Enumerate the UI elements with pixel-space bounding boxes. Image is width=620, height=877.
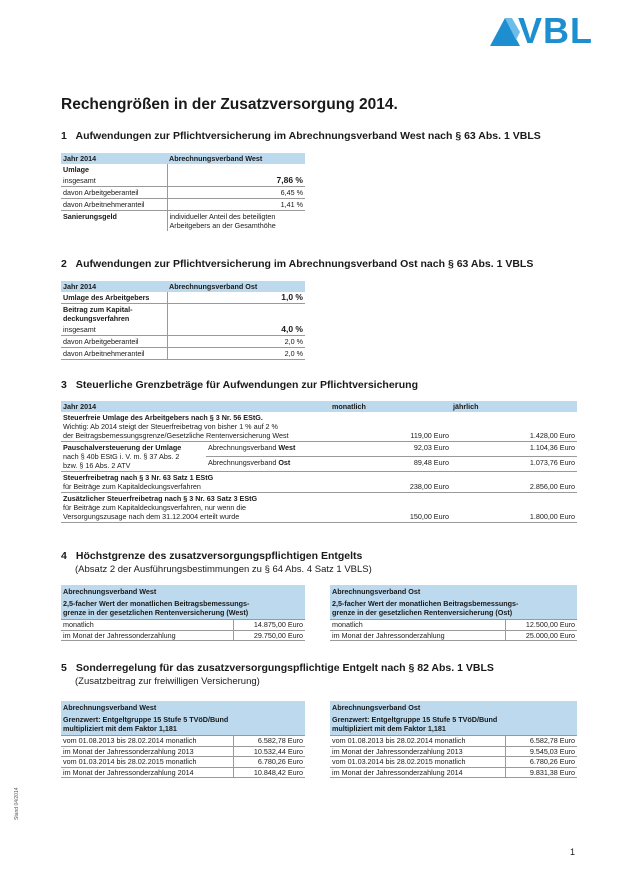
row-label: Abrechnungsverband Ost — [206, 457, 330, 472]
list-item: im Monat der Jahressonderzahlung 2013 10.532,44 Euro — [63, 746, 303, 756]
cell-value: 4,0 % — [167, 324, 305, 336]
cell-value: 150,00 Euro — [330, 493, 451, 523]
row-label: insgesamt — [61, 324, 167, 336]
section-3-heading: 3 Steuerliche Grenzbeträge für Aufwendungen zur Pflichtversicherung — [61, 379, 419, 391]
cell-value: 2.856,00 Euro — [451, 472, 577, 493]
table-section-1 — [61, 153, 305, 231]
cell-value: 238,00 Euro — [330, 472, 451, 493]
col-header: Jahr 2014 — [61, 401, 330, 412]
box-s4-ost — [330, 585, 577, 641]
cell-value: 1.428,00 Euro — [451, 412, 577, 442]
row-label: Pauschalversteuerung der Umlage nach § 40b EStG i. V. m. § 37 Abs. 2 bzw. § 16 Abs. 2 ATV — [61, 442, 206, 472]
cell-value: 1.104,36 Euro — [451, 442, 577, 457]
cell-value: 6,45 % — [167, 187, 305, 199]
box-s5-west — [61, 701, 305, 778]
list-item: vom 01.08.2013 bis 28.02.2014 monatlich 6.582,78 Euro — [63, 736, 303, 745]
box-header: Abrechnungsverband West Grenzwert: Entgeltgruppe 15 Stufe 5 TVöD/Bund multipliziert mit dem Faktor 1,181 — [61, 701, 305, 735]
list-item: vom 01.08.2013 bis 28.02.2014 monatlich 6.582,78 Euro — [332, 736, 575, 745]
cell-value: 2,0 % — [167, 336, 305, 348]
row-label: insgesamt — [61, 175, 167, 187]
row-label: Sanierungsgeld — [61, 211, 167, 232]
section-1-heading: 1 Aufwendungen zur Pflichtversicherung im Abrechnungsverband West nach § 63 Abs. 1 VBLS — [61, 130, 541, 142]
page-title: Rechengrößen in der Zusatzversorgung 2014. — [61, 96, 398, 113]
row-label: Beitrag zum Kapital- deckungsverfahren — [61, 304, 167, 325]
cell-value: 2,0 % — [167, 348, 305, 360]
footer-stand: Stand 04/2014 — [14, 787, 20, 820]
row-label: davon Arbeitgeberanteil — [61, 187, 167, 199]
box-header: Abrechnungsverband Ost 2,5-facher Wert der monatlichen Beitragsbemessungs- grenze in der gesetzlichen Rentenversicherung (Ost) — [330, 585, 577, 619]
cell-value: individueller Anteil des beteiligten Arbeitgebers an der Gesamthöhe — [169, 212, 276, 230]
row-label: davon Arbeitgeberanteil — [61, 336, 167, 348]
list-item: monatlich 12.500,00 Euro — [332, 620, 575, 629]
section-4-heading: 4 Höchstgrenze des zusatzversorgungspflichtigen Entgelts — [61, 550, 363, 562]
cell-value: 1.073,76 Euro — [451, 457, 577, 472]
vbl-logo — [490, 10, 608, 51]
cell-value: 7,86 % — [167, 175, 305, 187]
cell-value: 89,48 Euro — [330, 457, 451, 472]
list-item: vom 01.03.2014 bis 28.02.2015 monatlich 6.780,26 Euro — [332, 757, 575, 766]
table-section-3 — [61, 401, 577, 523]
col-header: monatlich — [330, 401, 451, 412]
list-item: im Monat der Jahressonderzahlung 2014 10.848,42 Euro — [63, 767, 303, 777]
box-s4-west — [61, 585, 305, 641]
section-5-heading: 5 Sonderregelung für das zusatzversorgungspflichtige Entgelt nach § 82 Abs. 1 VBLS — [61, 662, 494, 674]
table-section-2 — [61, 281, 305, 360]
row-label: Steuerfreibetrag nach § 3 Nr. 63 Satz 1 EStG für Beiträge zum Kapitaldeckungsverfahren — [61, 472, 330, 493]
box-s5-ost — [330, 701, 577, 778]
section-4-subtitle: (Absatz 2 der Ausführungsbestimmungen zu § 64 Abs. 4 Satz 1 VBLS) — [75, 564, 372, 575]
cell-value: 1,0 % — [167, 292, 305, 304]
list-item: im Monat der Jahressonderzahlung 25.000,00 Euro — [332, 630, 575, 640]
list-item: monatlich 14.875,00 Euro — [63, 620, 303, 629]
col-header: Jahr 2014 — [61, 281, 167, 292]
box-header: Abrechnungsverband West 2,5-facher Wert der monatlichen Beitragsbemessungs- grenze in der gesetzlichen Rentenversicherung (West) — [61, 585, 305, 619]
row-label: davon Arbeitnehmeranteil — [61, 199, 167, 211]
list-item: vom 01.03.2014 bis 28.02.2015 monatlich 6.780,26 Euro — [63, 757, 303, 766]
logo-triangle-icon — [490, 16, 520, 46]
cell-value: 119,00 Euro — [330, 412, 451, 442]
section-5-subtitle: (Zusatzbeitrag zur freiwilligen Versicherung) — [75, 676, 260, 687]
row-label: Steuerfreie Umlage des Arbeitgebers nach § 3 Nr. 56 EStG. Wichtig: Ab 2014 steigt der Steuerfreibetrag von bisher 1 % auf 2 % der Beitragsbemessungsgrenze/Gesetzliche Rentenversicherung West — [61, 412, 330, 442]
row-label: Umlage des Arbeitgebers — [61, 292, 167, 304]
row-label: Abrechnungsverband West — [206, 442, 330, 457]
list-item: im Monat der Jahressonderzahlung 29.750,00 Euro — [63, 630, 303, 640]
logo-text: VBL — [518, 10, 593, 51]
list-item: im Monat der Jahressonderzahlung 2013 9.545,03 Euro — [332, 746, 575, 756]
cell-value: 1.800,00 Euro — [451, 493, 577, 523]
cell-value: 1,41 % — [167, 199, 305, 211]
col-header: Abrechnungsverband Ost — [167, 281, 305, 292]
row-label: Zusätzlicher Steuerfreibetrag nach § 3 Nr. 63 Satz 3 EStG für Beiträge zum Kapitaldeckungsverfahren, nur wenn die Versorgungszusage nach dem 31.12.2004 erteilt wurde — [61, 493, 330, 523]
col-header: jährlich — [451, 401, 577, 412]
cell-value: 92,03 Euro — [330, 442, 451, 457]
list-item: im Monat der Jahressonderzahlung 2014 9.831,38 Euro — [332, 767, 575, 777]
row-label: davon Arbeitnehmeranteil — [61, 348, 167, 360]
col-header: Jahr 2014 — [61, 153, 167, 164]
row-label: Umlage — [61, 164, 167, 175]
page-number: 1 — [570, 847, 576, 857]
col-header: Abrechnungsverband West — [167, 153, 305, 164]
section-2-heading: 2 Aufwendungen zur Pflichtversicherung im Abrechnungsverband Ost nach § 63 Abs. 1 VBLS — [61, 258, 534, 270]
box-header: Abrechnungsverband Ost Grenzwert: Entgeltgruppe 15 Stufe 5 TVöD/Bund multipliziert mit dem Faktor 1,181 — [330, 701, 577, 735]
